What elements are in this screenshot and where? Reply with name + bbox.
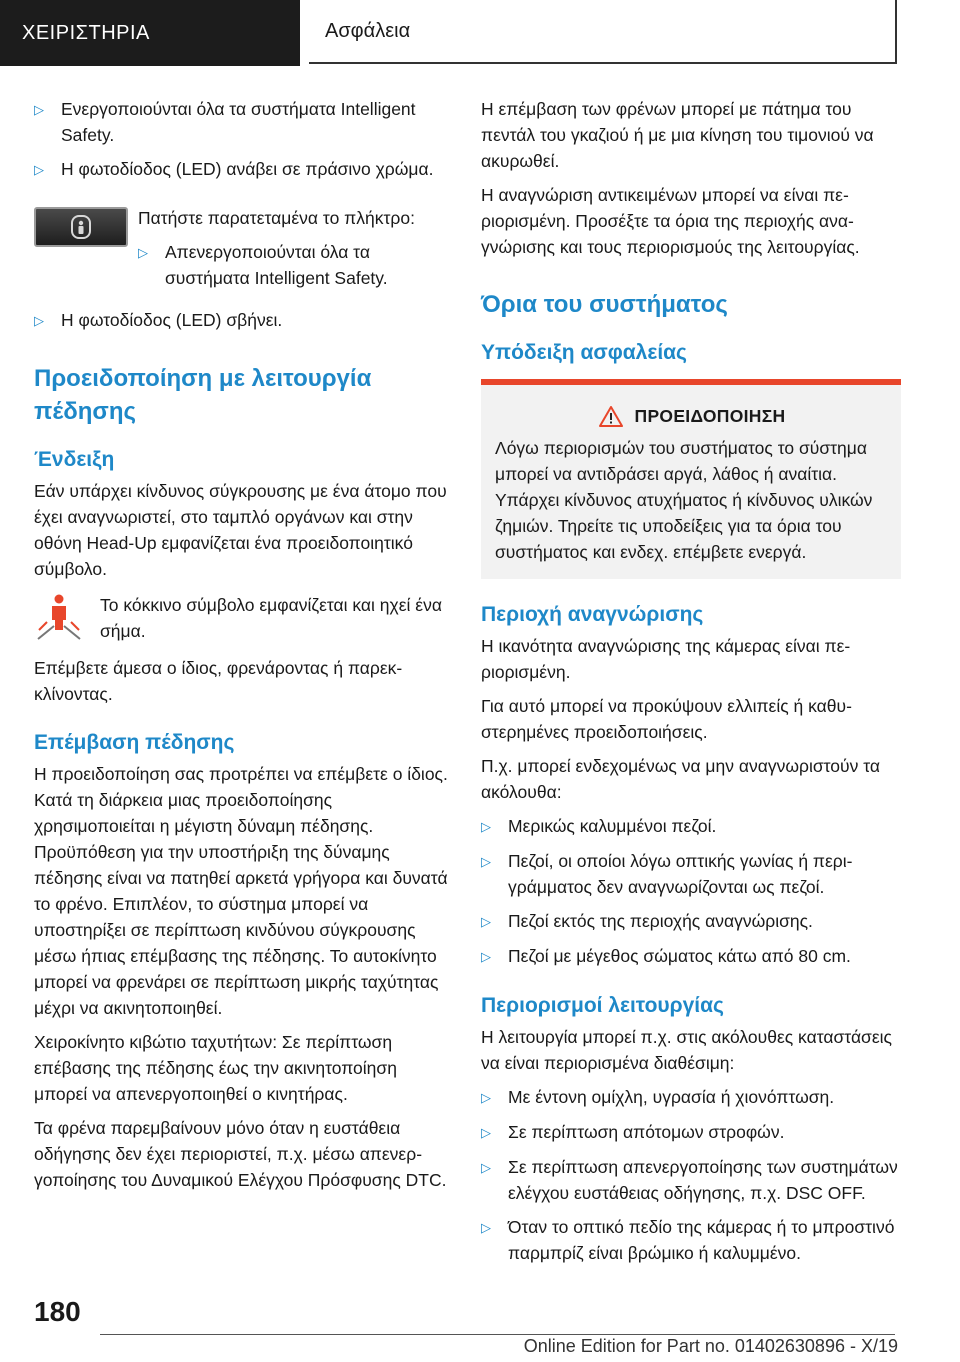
paragraph: Τα φρένα παρεμβαίνουν μόνο όταν η ευστάθεια οδήγησης δεν έχει περιοριστεί, π.χ. μέσω απενεργοποίησης του Δυναμικού Ελέγχου Πρόσφυσης DTC. xyxy=(34,1118,447,1190)
paragraph: Π.χ. μπορεί ενδεχομένως να μην αναγνωριστούν τα ακόλουθα: xyxy=(481,756,881,802)
triangle-right-icon: ▷ xyxy=(34,162,44,177)
left-column xyxy=(34,96,454,1201)
heading-system-limits: Όρια του συστήματος xyxy=(481,291,728,318)
triangle-right-icon: ▷ xyxy=(34,313,44,328)
paragraph: Χειροκίνητο κιβώτιο ταχυτήτων: Σε περίπτωση επέβασης της πέδησης έως την ακινητοποίηση μπορεί να απενεργοποιηθεί ο κινητήρας. xyxy=(34,1032,397,1104)
heading-function-limits: Περιορισμοί λειτουργίας xyxy=(481,994,724,1017)
list-item: ▷ Η φωτοδίοδος (LED) ανάβει σε πράσινο χρώμα. xyxy=(34,156,454,183)
list-item: ▷ Μερικώς καλυμμένοι πεζοί. xyxy=(481,813,901,840)
list-item: ▷ Πεζοί με μέγεθος σώματος κάτω από 80 cm. xyxy=(481,943,901,970)
triangle-right-icon: ▷ xyxy=(481,819,491,834)
list-item: ▷ Σε περίπτωση απότομων στροφών. xyxy=(481,1119,901,1146)
heading-braking: Επέμβαση πέδησης xyxy=(34,731,235,754)
warning-title: ΠΡΟΕΙΔΟΠΟΙΗΣΗ xyxy=(495,403,889,429)
footer-divider xyxy=(100,1334,895,1335)
triangle-right-icon: ▷ xyxy=(481,1160,491,1175)
triangle-right-icon: ▷ xyxy=(481,854,491,869)
list-item: ▷ Σε περίπτωση απενεργοποίησης των συστημάτων ελέγχου ευστάθειας οδήγησης, π.χ. DSC OFF. xyxy=(481,1154,901,1206)
triangle-right-icon: ▷ xyxy=(481,1125,491,1140)
paragraph: Εάν υπάρχει κίνδυνος σύγκρουσης με ένα άτομο που έχει αναγνωριστεί, στο ταμπλό οργάνων και στην οθόνη Head-Up εμφανίζεται ένα προειδοποιητικό σύμβολο. xyxy=(34,481,447,579)
heading-detection-area: Περιοχή αναγνώρισης xyxy=(481,603,704,626)
page-number: 180 xyxy=(34,1296,81,1327)
symbol-note xyxy=(34,592,454,647)
list-item: ▷ Με έντονη ομίχλη, υγρασία ή χιονόπτωση. xyxy=(481,1084,901,1111)
page-header xyxy=(0,0,960,66)
warning-triangle-icon xyxy=(599,405,623,427)
intelligent-safety-button-icon xyxy=(34,207,128,247)
paragraph: Η επέμβαση των φρένων μπορεί με πάτημα του πεντάλ του γκαζιού ή με μια κίνηση του τιμονιού να ακυρωθεί. xyxy=(481,99,874,171)
list-item: ▷ Όταν το οπτικό πεδίο της κάμερας ή το μπροστινό παρμπρίζ είναι βρώμικο ή καλυμμένο. xyxy=(481,1214,901,1266)
symbol-description: Το κόκκινο σύμβολο εμφανίζεται και ηχεί ένα σήμα. xyxy=(100,595,442,641)
list-item: ▷ Πεζοί, οι οποίοι λόγω οπτικής γωνίας ή περιγράμματος δεν αναγνωρίζονται ως πεζοί. xyxy=(481,848,901,900)
footer-edition: Online Edition for Part no. 01402630896 - X/19 xyxy=(523,1336,898,1356)
paragraph: Η προειδοποίηση σας προτρέπει να επέμβετε ο ίδιος. Κατά τη διάρκεια μιας προειδοποίησης χρησιμοποιείται η μέγιστη δύναμη πέδησης. Προϋπόθεση για την υποστήριξη της δύναμης πέδησης είναι να πατηθεί αρκετά γρήγορα και δυνατά το φρένο. Επιπλέον, το σύστημα μπορεί να υποστηρίξει σε περίπτωση κινδύνου σύγκρουσης μέσω ήπιας επέμβασης της πέδησης. Το αυτοκίνητο μπορεί να φρενάρει σε περίπτωση μικρής ταχύτητας μέχρι να ακινητοποιηθεί. xyxy=(34,764,448,1018)
button-instruction xyxy=(34,205,454,299)
triangle-right-icon: ▷ xyxy=(138,245,148,260)
paragraph: Για αυτό μπορεί να προκύψουν ελλιπείς ή καθυστερημένες προειδοποιήσεις. xyxy=(481,696,852,742)
paragraph: Η αναγνώριση αντικειμένων μπορεί να είναι περιορισμένη. Προσέξτε τα όρια της περιοχής αναγνώρισης και τους περιορισμούς της λειτουργίας. xyxy=(481,185,860,257)
right-column xyxy=(481,96,901,1274)
heading-indication: Ένδειξη xyxy=(34,448,115,471)
heading-braking-warning: Προειδοποίηση με λειτουργία πέδησης xyxy=(34,365,372,425)
section-title: ΧΕΙΡΙΣΤΗΡΙΑ xyxy=(0,0,300,66)
triangle-right-icon: ▷ xyxy=(481,914,491,929)
paragraph: Η ικανότητα αναγνώρισης της κάμερας είναι περιορισμένη. xyxy=(481,636,851,682)
list-item: ▷ Πεζοί εκτός της περιοχής αναγνώρισης. xyxy=(481,908,901,935)
pedestrian-warning-icon xyxy=(34,592,100,647)
press-instruction: Πατήστε παρατεταμένα το πλήκτρο: xyxy=(138,208,415,228)
paragraph: Η λειτουργία μπορεί π.χ. στις ακόλουθες καταστάσεις να είναι περιορισμένα διαθέσιμη: xyxy=(481,1027,892,1073)
triangle-right-icon: ▷ xyxy=(481,1090,491,1105)
heading-safety-note: Υπόδειξη ασφαλείας xyxy=(481,341,687,364)
warning-box xyxy=(481,379,901,579)
triangle-right-icon: ▷ xyxy=(481,949,491,964)
chapter-title: Ασφάλεια xyxy=(309,0,897,64)
paragraph: Επέμβετε άμεσα ο ίδιος, φρενάροντας ή παρεκκλίνοντας. xyxy=(34,658,403,704)
triangle-right-icon: ▷ xyxy=(481,1220,491,1235)
triangle-right-icon: ▷ xyxy=(34,102,44,117)
warning-text: Λόγω περιορισμών του συστήματος το σύστημα μπορεί να αντιδράσει αργά, λάθος ή αναίτια. Υπάρχει κίνδυνος ατυχήματος ή κίνδυνος υλικών ζημιών. Τηρείτε τις υποδείξεις για τα όρια του συστήματος και ενδεχ. επέμβετε ενεργά. xyxy=(495,438,873,562)
list-item: ▷ Ενεργοποιούνται όλα τα συστήματα Intelligent Safety. xyxy=(34,96,454,148)
list-item: ▷ Η φωτοδίοδος (LED) σβήνει. xyxy=(34,307,454,334)
list-item: ▷ Απενεργοποιούνται όλα τα συστήματα Intelligent Safety. xyxy=(138,239,454,291)
